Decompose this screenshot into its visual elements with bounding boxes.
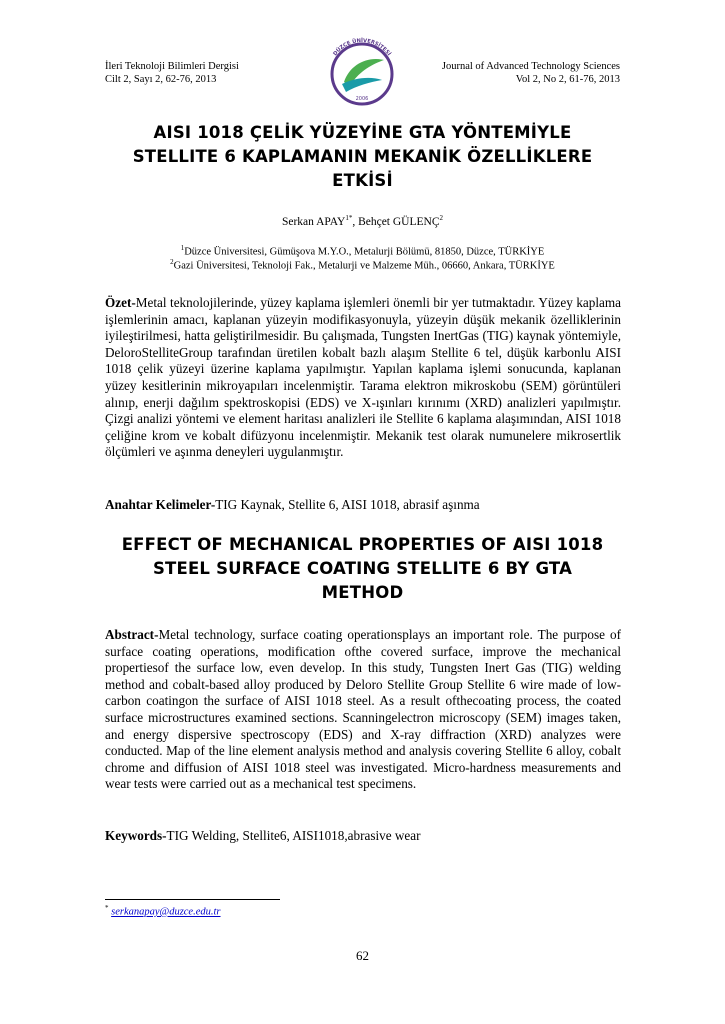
corresponding-author-email-link[interactable]: serkanapay@duzce.edu.tr [111, 906, 221, 918]
footnote [105, 904, 221, 918]
author-list [105, 214, 620, 228]
affiliation-marker: 1 [180, 244, 185, 252]
footnote-marker: * [105, 904, 109, 912]
turkish-title-line: ETKİSİ [332, 171, 393, 190]
journal-name-tr: İleri Teknoloji Bilimleri Dergisi [105, 61, 239, 72]
english-abstract [105, 627, 621, 793]
author-name: Serkan APAY [281, 215, 346, 228]
author-name: Behçet GÜLENÇ [358, 215, 440, 228]
english-title-line: EFFECT OF MECHANICAL PROPERTIES OF AISI 1018 [121, 535, 604, 554]
turkish-title-line: STELLITE 6 KAPLAMANIN MEKANİK ÖZELLİKLERE [132, 147, 593, 166]
english-title-line: METHOD [321, 583, 404, 602]
turkish-abstract-label: Özet- [105, 295, 136, 310]
journal-issue-tr: Cilt 2, Sayı 2, 62-76, 2013 [105, 74, 217, 85]
journal-header-turkish [105, 60, 239, 86]
affiliation-text: Gazi Üniversitesi, Teknoloji Fak., Metalurji ve Malzeme Müh., 06660, Ankara, TÜRKİYE [173, 260, 555, 272]
author-affiliation-marker: 2 [439, 214, 444, 222]
english-abstract-text: Metal technology, surface coating operationsplays an important role. The purpose of surface coating operations, modification ofthe covered surface, improve the mechanical propertiesof the surface low, even develop. In this study, Tungsten Inert Gas (TIG) welding method and cobalt-based alloy produced by Deloro Stellite Group Stellite 6 wire made of low-carbon coatingon the surface of AISI 1018 steel. As a result ofthecoating process, the coated surface microstructures examined sections. Scanningelectron microscopy (SEM) images taken, and energy dispersive spectroscopy (EDS) and X-ray diffraction (XRD) analyzes were conducted. Map of the line element analysis method and analysis covering Stellite 6 alloy, cobalt chrome and diffusion of AISI 1018 steel was investigated. Micro-hardness measurements and wear tests were carried out as a mechanical test specimens. [105, 627, 621, 792]
journal-header-english [442, 60, 620, 86]
turkish-abstract [105, 295, 621, 461]
journal-name-en: Journal of Advanced Technology Sciences [441, 61, 620, 72]
turkish-keywords [105, 497, 621, 514]
english-title [105, 533, 620, 605]
logo-text: DÜZCE ÜNİVERSİTESİ [332, 37, 392, 58]
author-affiliation-marker: 1* [345, 214, 353, 222]
university-logo [314, 34, 410, 106]
duzce-university-logo-icon [314, 34, 410, 106]
affiliation-marker: 2 [170, 258, 174, 266]
english-keywords-label: Keywords- [105, 828, 167, 843]
english-keywords [105, 828, 621, 845]
turkish-title [105, 121, 620, 193]
turkish-keywords-text: TIG Kaynak, Stellite 6, AISI 1018, abrasif aşınma [215, 497, 480, 512]
english-title-line: STEEL SURFACE COATING STELLITE 6 BY GTA [152, 559, 573, 578]
author-separator: , [352, 215, 359, 228]
english-abstract-label: Abstract- [105, 627, 159, 642]
english-keywords-text: TIG Welding, Stellite6, AISI1018,abrasive wear [166, 828, 421, 843]
affiliation-2 [105, 256, 620, 273]
affiliation-text: Düzce Üniversitesi, Gümüşova M.Y.O., Metalurji Bölümü, 81850, Düzce, TÜRKİYE [184, 246, 545, 258]
turkish-abstract-text: Metal teknolojilerinde, yüzey kaplama işlemleri önemli bir yer tutmaktadır. Yüzey kaplama işlemlerinin amacı, kaplanan yüzeyin modifikasyonuyla, yüzeyin düşük mekanik özelliklerinin iyileştirilmesi, hatta geliştirilmesidir. Bu çalışmada, Tungsten InertGas (TIG) kaynak yöntemiyle, DeloroStelliteGroup tarafından üretilen kobalt bazlı alaşım Stellite 6 tel, düşük karbonlu AISI 1018 çelik yüzeyi üzerine kaplama yapılmıştır. Yapılan kaplama işlemi sonucunda, kaplanan yüzey kesitlerinin mikroyapıları incelenmiştir. Tarama elektron mikroskobu (SEM) görüntüleri alınıp, enerji dağılım spektroskopisi (EDS) ve X-ışınları kırınımı (XRD) analizleri yapılmıştır. Çizgi analizi yöntemi ve element haritası analizleri ile Stellite 6 kaplama alaşımından, AISI 1018 çeliğine krom ve kobalt difüzyonu incelenmiştir. Mekanik test olarak numunelere mikrosertlik ölçümleri ve aşınma deneyleri uygulanmıştır. [105, 295, 621, 460]
turkish-title-line: AISI 1018 ÇELİK YÜZEYİNE GTA YÖNTEMİYLE [153, 123, 572, 142]
page-number: 62 [356, 948, 369, 963]
turkish-keywords-label: Anahtar Kelimeler- [105, 497, 216, 512]
footnote-divider [105, 899, 280, 900]
journal-issue-en: Vol 2, No 2, 61-76, 2013 [515, 74, 620, 85]
logo-year: 2006 [355, 96, 369, 102]
